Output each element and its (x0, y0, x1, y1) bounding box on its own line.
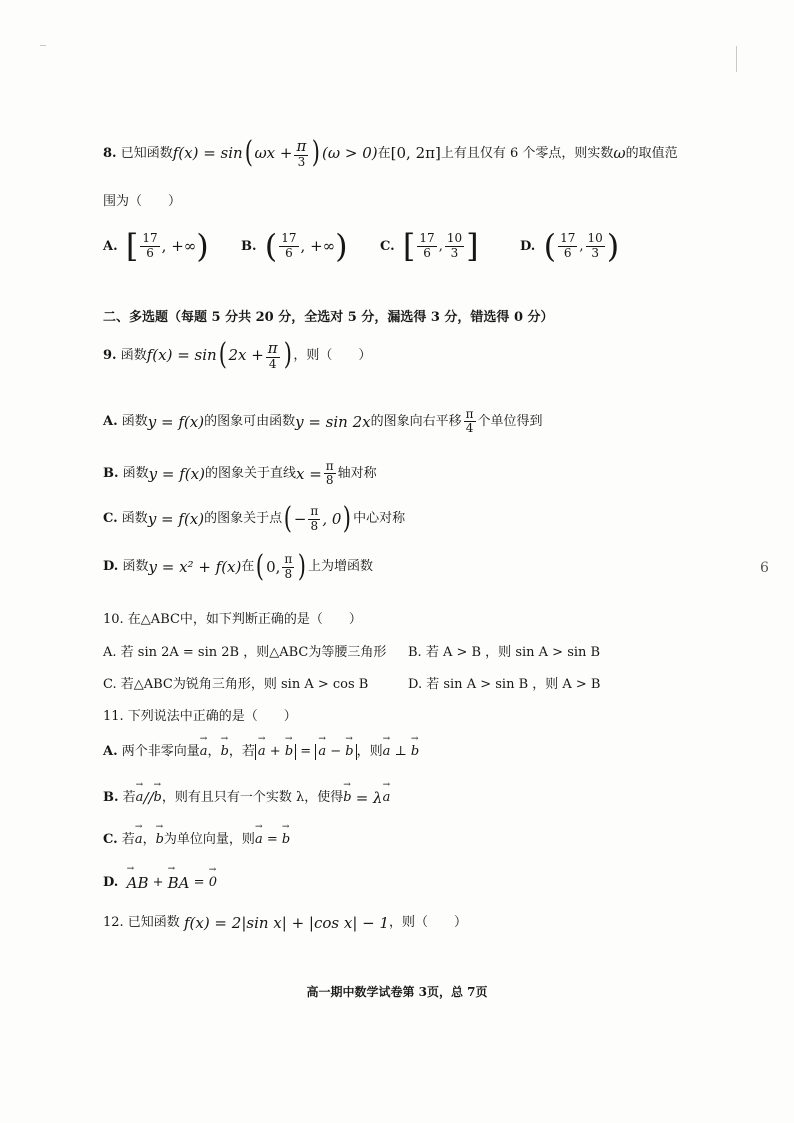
q8-fraction: $\frac{\pi}{3}$ (296, 137, 307, 169)
q8-line2: 围为（ ） (103, 194, 182, 209)
q8-text: 已知函数 (120, 145, 173, 161)
q9-option-a: A. 函数 y = f(x) 的图象可由函数 y = sin 2x 的图象向右平移 $\frac{\pi}{4}$ 个单位得到 (103, 407, 543, 436)
q8-option-b: B. ( $\frac{17}{6}$ , +∞ ) (241, 227, 348, 265)
question-8: 8. 已知函数 f(x) = sin ( ωx + $\frac{\pi}{3}$ ) (ω > 0) 在 [0, 2π] 上有且仅有 6 个零点，则实数 ω 的取值范 (103, 135, 678, 171)
q8-option-a: A. [ $\frac{17}{6}$ , +∞ ) (103, 227, 209, 265)
q8-option-c: C. [ $\frac{17}{6}$ , $\frac{10}{3}$ ] (380, 227, 479, 265)
scan-mark (40, 45, 46, 46)
q11-option-b: B. 若 → a // → b ，则有且只有一个实数 λ，使得 → b = λ → a (103, 789, 390, 807)
q8-option-d: D. ( $\frac{17}{6}$ , $\frac{10}{3}$ ) (520, 227, 620, 265)
section-title: 二、多选题（每题 5 分共 20 分，全选对 5 分，漏选得 3 分，错选得 0 分） (103, 310, 554, 325)
question-10: 10. 在△ABC中，如下判断正确的是（ ） (103, 612, 362, 627)
q9-option-b: B. 函数 y = f(x) 的图象关于直线 x = $\frac{\pi}{8}$ 轴对称 (103, 459, 377, 488)
q10-option-b: B. 若 A > B ，则 sin A > sin B (408, 645, 601, 660)
q8-function: f(x) = sin (172, 144, 243, 163)
q9-option-c: C. 函数 y = f(x) 的图象关于点 ( − $\frac{\pi}{8}$ , 0 ) 中心对称 (103, 501, 406, 536)
q8-arg: ωx + (254, 144, 293, 163)
question-9: 9. 函数 f(x) = sin ( 2x + $\frac{\pi}{4}$ ) ，则（ ） (103, 337, 372, 373)
page-footer: 高一期中数学试卷第 3页，总 7页 (306, 985, 488, 999)
q9-option-d: D. 函数 y = x² + f(x) 在 ( 0, $\frac{\pi}{8}$ ) 上为增函数 (103, 549, 374, 584)
q8-number: 8. (103, 145, 117, 161)
q8-interval: [0, 2π] (390, 144, 441, 163)
q11-option-a: A. 两个非零向量 → a ， → b ，若 → a + → b = → a − → b ，则 → a ⊥ → b (103, 744, 419, 760)
scan-edge-mark: 6 (760, 560, 769, 576)
q8-condition: (ω > 0) (322, 144, 378, 163)
q10-option-d: D. 若 sin A > sin B ，则 A > B (408, 677, 601, 692)
q10-option-c: C. 若△ABC为锐角三角形，则 sin A > cos B (103, 677, 369, 692)
question-12: 12. 已知函数 f(x) = 2|sin x| + |cos x| − 1 ，则（ ） (103, 914, 468, 932)
question-11: 11. 下列说法中正确的是（ ） (103, 709, 297, 724)
scan-mark (736, 46, 737, 72)
q10-option-a: A. 若 sin 2A = sin 2B ，则△ABC为等腰三角形 (103, 645, 387, 660)
q11-option-c: C. 若 → a ， → b 为单位向量，则 → a = → b (103, 832, 290, 848)
q11-option-d: D. → AB + → BA = → 0 (103, 874, 217, 892)
